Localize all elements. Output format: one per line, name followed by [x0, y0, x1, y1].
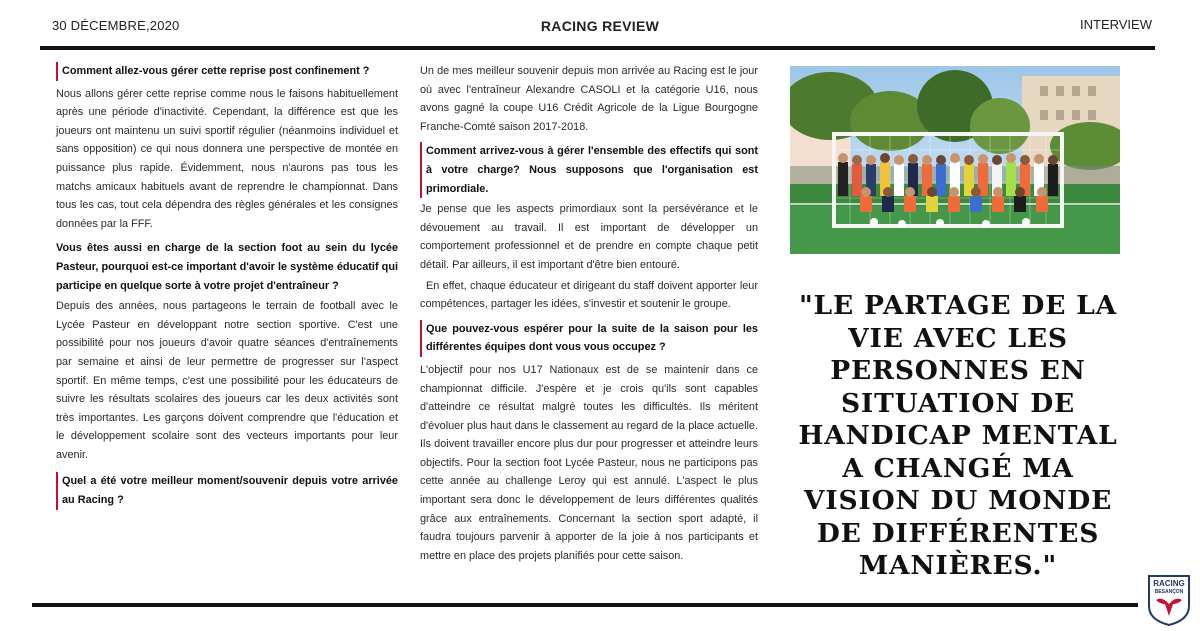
team-photo [790, 66, 1120, 254]
article-column-1 [56, 62, 398, 512]
answer-4a: Je pense que les aspects primordiaux sont la persévérance et le dévouement au travail. Il est important de développer un comportement professionnel et de prendre en compte chaque petit détail. Par ailleurs, il est important d'être bien entouré. [420, 203, 758, 271]
pull-quote: "LE PARTAGE DE LA VIE AVEC LES PERSONNES EN SITUATION DE HANDICAP MENTAL A CHANGÉ MA VISION DU MONDE DE DIFFÉRENTES MANIÈRES." [798, 290, 1118, 581]
svg-text:BESANÇON: BESANÇON [1154, 589, 1184, 595]
answer-5: L'objectif pour nos U17 Nationaux est de se maintenir dans ce championnat difficile. J'espère et je crois qu'ils sont capables d'atteindre ce résultat malgré toutes les difficultés. Ils méritent d'évoluer plus haut dans le classement au regard de la place actuelle. Ils doivent travailler encore plus dur pour progresser et atteindre leurs objectifs. Pour la section foot Lycée Pasteur, nous ne participons pas cette année au challenge Leroy qui est annulé. L'aspect le plus important sera donc le développement de leurs différentes qualités grâce aux entraînements. Concernant la section sport adapté, il faudra toujours parvenir à apporter de la joie à nos participants et mettre en place des projets planifiés pour cette saison. [420, 363, 758, 562]
question-2: Vous êtes aussi en charge de la section foot au sein du lycée Pasteur, pourquoi est-ce important d'avoir le système éducatif qui participe en quelque sorte à votre projet d'entraîneur ? [56, 242, 398, 292]
team-photo-illustration [790, 66, 1120, 254]
answer-2: Depuis des années, nous partageons le terrain de football avec le Lycée Pasteur en développant notre section sportive. C'est une possibilité pour nos joueurs d'avoir quatre séances d'entraînements par semaine et ainsi de leur permettre de progresser sur l'aspect sportif. En même temps, c'est une possibilité pour les éducateurs de suivre les résultats scolaires des joueurs car les deux activités sont très importantes. Les garçons doivent comprendre que l'éducation et le développement scolaire sont des vecteurs importants pour leur avenir. [56, 300, 398, 461]
article-column-2 [420, 62, 758, 567]
issue-date: 30 DÉCEMBRE,2020 [52, 18, 180, 33]
question-5: Que pouvez-vous espérer pour la suite de la saison pour les différentes équipes dont vous vous occupez ? [420, 320, 758, 357]
answer-4b: En effet, chaque éducateur et dirigeant du staff doivent apporter leur compétences, partager les idées, s'investir et soutenir le groupe. [420, 279, 758, 311]
bottom-rule [32, 603, 1138, 607]
page-header [0, 14, 1200, 36]
club-crest-icon [1146, 574, 1192, 626]
question-4: Comment arrivez-vous à gérer l'ensemble des effectifs qui sont à votre charge? Nous supposons que l'organisation est primordiale. [420, 142, 758, 198]
section-label: INTERVIEW [1080, 17, 1152, 32]
question-1: Comment allez-vous gérer cette reprise post confinement ? [56, 62, 398, 81]
racing-besancon-logo [1146, 574, 1192, 626]
question-3: Quel a été votre meilleur moment/souvenir depuis votre arrivée au Racing ? [56, 472, 398, 509]
answer-1: Nous allons gérer cette reprise comme nous le faisons habituellement après une période d'inactivité. Cependant, la différence est que les joueurs ont maintenu un suivi sportif régulier (néanmoins individuel et sans opposition) ce qui nous donnera une perspective de montée en puissance plus rapide. Évidemment, nous n'aurons pas tous les matchs amicaux habituels avant de reprendre le championnat. Dans tous les cas, tout cela dépendra des règles générales et les consignes données par la FFF. [56, 87, 398, 230]
top-rule [40, 46, 1155, 50]
answer-3: Un de mes meilleur souvenir depuis mon arrivée au Racing est le jour où avec l'entraîneur Alexandre CASOLI et la catégorie U16, nous avons gagné la coupe U16 Crédit Agricole de la Ligue Bourgogne Franche-Comté saison 2017-2018. [420, 65, 758, 133]
svg-text:RACING: RACING [1153, 579, 1185, 588]
magazine-title: RACING REVIEW [540, 18, 660, 34]
